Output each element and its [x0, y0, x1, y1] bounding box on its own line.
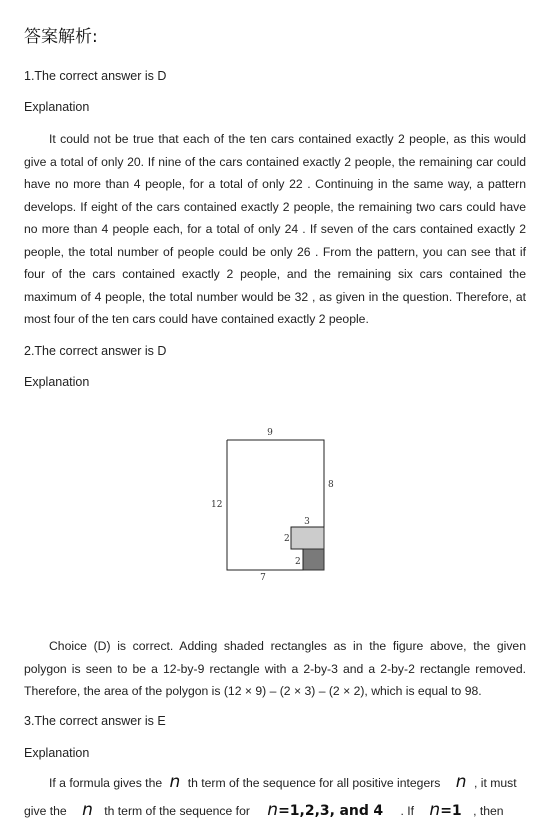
math-n: n [82, 800, 93, 820]
shaded-rect-lower [303, 549, 324, 570]
label-upper-height: 2 [284, 534, 290, 544]
math-values: =1,2,3, [278, 803, 335, 819]
q1-explanation-text: It could not be true that each of the ten cars contained exactly 2 people, as this would give a total of only 20. If nine of the cars contained exactly 2 people, the remaining car could have no more than 4 people, for a total of only 22 . Continuing in the same way, a pattern develops. If eight of the cars contained exactly 2 people, the remaining two cars could have no more than 4 people each, for a total of only 24 . If seven of the cars contained exactly 2 people, the total number of people could be only 26 . From the pattern, you can see that if four of the cars contained exactly 2 people, and the remaining six cars contained the maximum of 4 people, the total number would be 32 , as given in the question. Therefore, at most four of the ten cars could have contained exactly 2 people. [24, 132, 526, 326]
q2-title: 2.The correct answer is D [24, 344, 167, 358]
q2-explanation [24, 635, 526, 703]
label-bottom: 7 [260, 573, 266, 583]
q3-text: give the [24, 804, 67, 818]
math-value-4: 4 [373, 803, 384, 819]
math-n: n [267, 800, 279, 820]
q3-text: If a formula gives the [49, 776, 163, 790]
label-top: 9 [267, 428, 273, 438]
math-n: n [429, 800, 441, 820]
q3-line-2 [24, 800, 504, 820]
label-upper-width: 3 [304, 517, 310, 527]
q3-text: th term of the sequence for [104, 804, 250, 818]
q3-title: 3.The correct answer is E [24, 714, 166, 728]
shaded-rect-upper [291, 527, 324, 549]
q3-equation-2 [429, 800, 462, 820]
q3-line-1 [49, 772, 517, 792]
math-n: n [455, 772, 467, 792]
q3-text: , it must [473, 776, 517, 790]
math-n: n [169, 772, 181, 792]
label-left: 12 [211, 500, 223, 510]
q2-explanation-label: Explanation [24, 375, 90, 389]
polygon-figure [200, 425, 350, 585]
q3-text: , then [473, 804, 504, 818]
label-lower: 2 [295, 557, 301, 567]
label-right: 8 [328, 480, 334, 490]
q3-text: th term of the sequence for all positive integers [187, 776, 441, 790]
q1-explanation [24, 128, 526, 331]
q1-title: 1.The correct answer is D [24, 69, 167, 83]
q3-explanation-label: Explanation [24, 746, 90, 760]
math-value-1: =1 [440, 803, 462, 819]
q1-explanation-label: Explanation [24, 100, 90, 114]
answer-heading: 答案解析: [24, 27, 98, 47]
q2-explanation-text: Choice (D) is correct. Adding shaded rectangles as in the figure above, the given polygon is seen to be a 12-by-9 rectangle with a 2-by-3 and a 2-by-2 rectangle removed. Therefore, the area of the polygon is (12 × 9) – (2 × 3) – (2 × 2), which is equal to 98. [24, 639, 526, 698]
math-and: and [339, 803, 369, 819]
q3-equation-1 [267, 800, 384, 820]
q3-explanation [24, 772, 526, 832]
q3-text: . If [400, 804, 415, 818]
